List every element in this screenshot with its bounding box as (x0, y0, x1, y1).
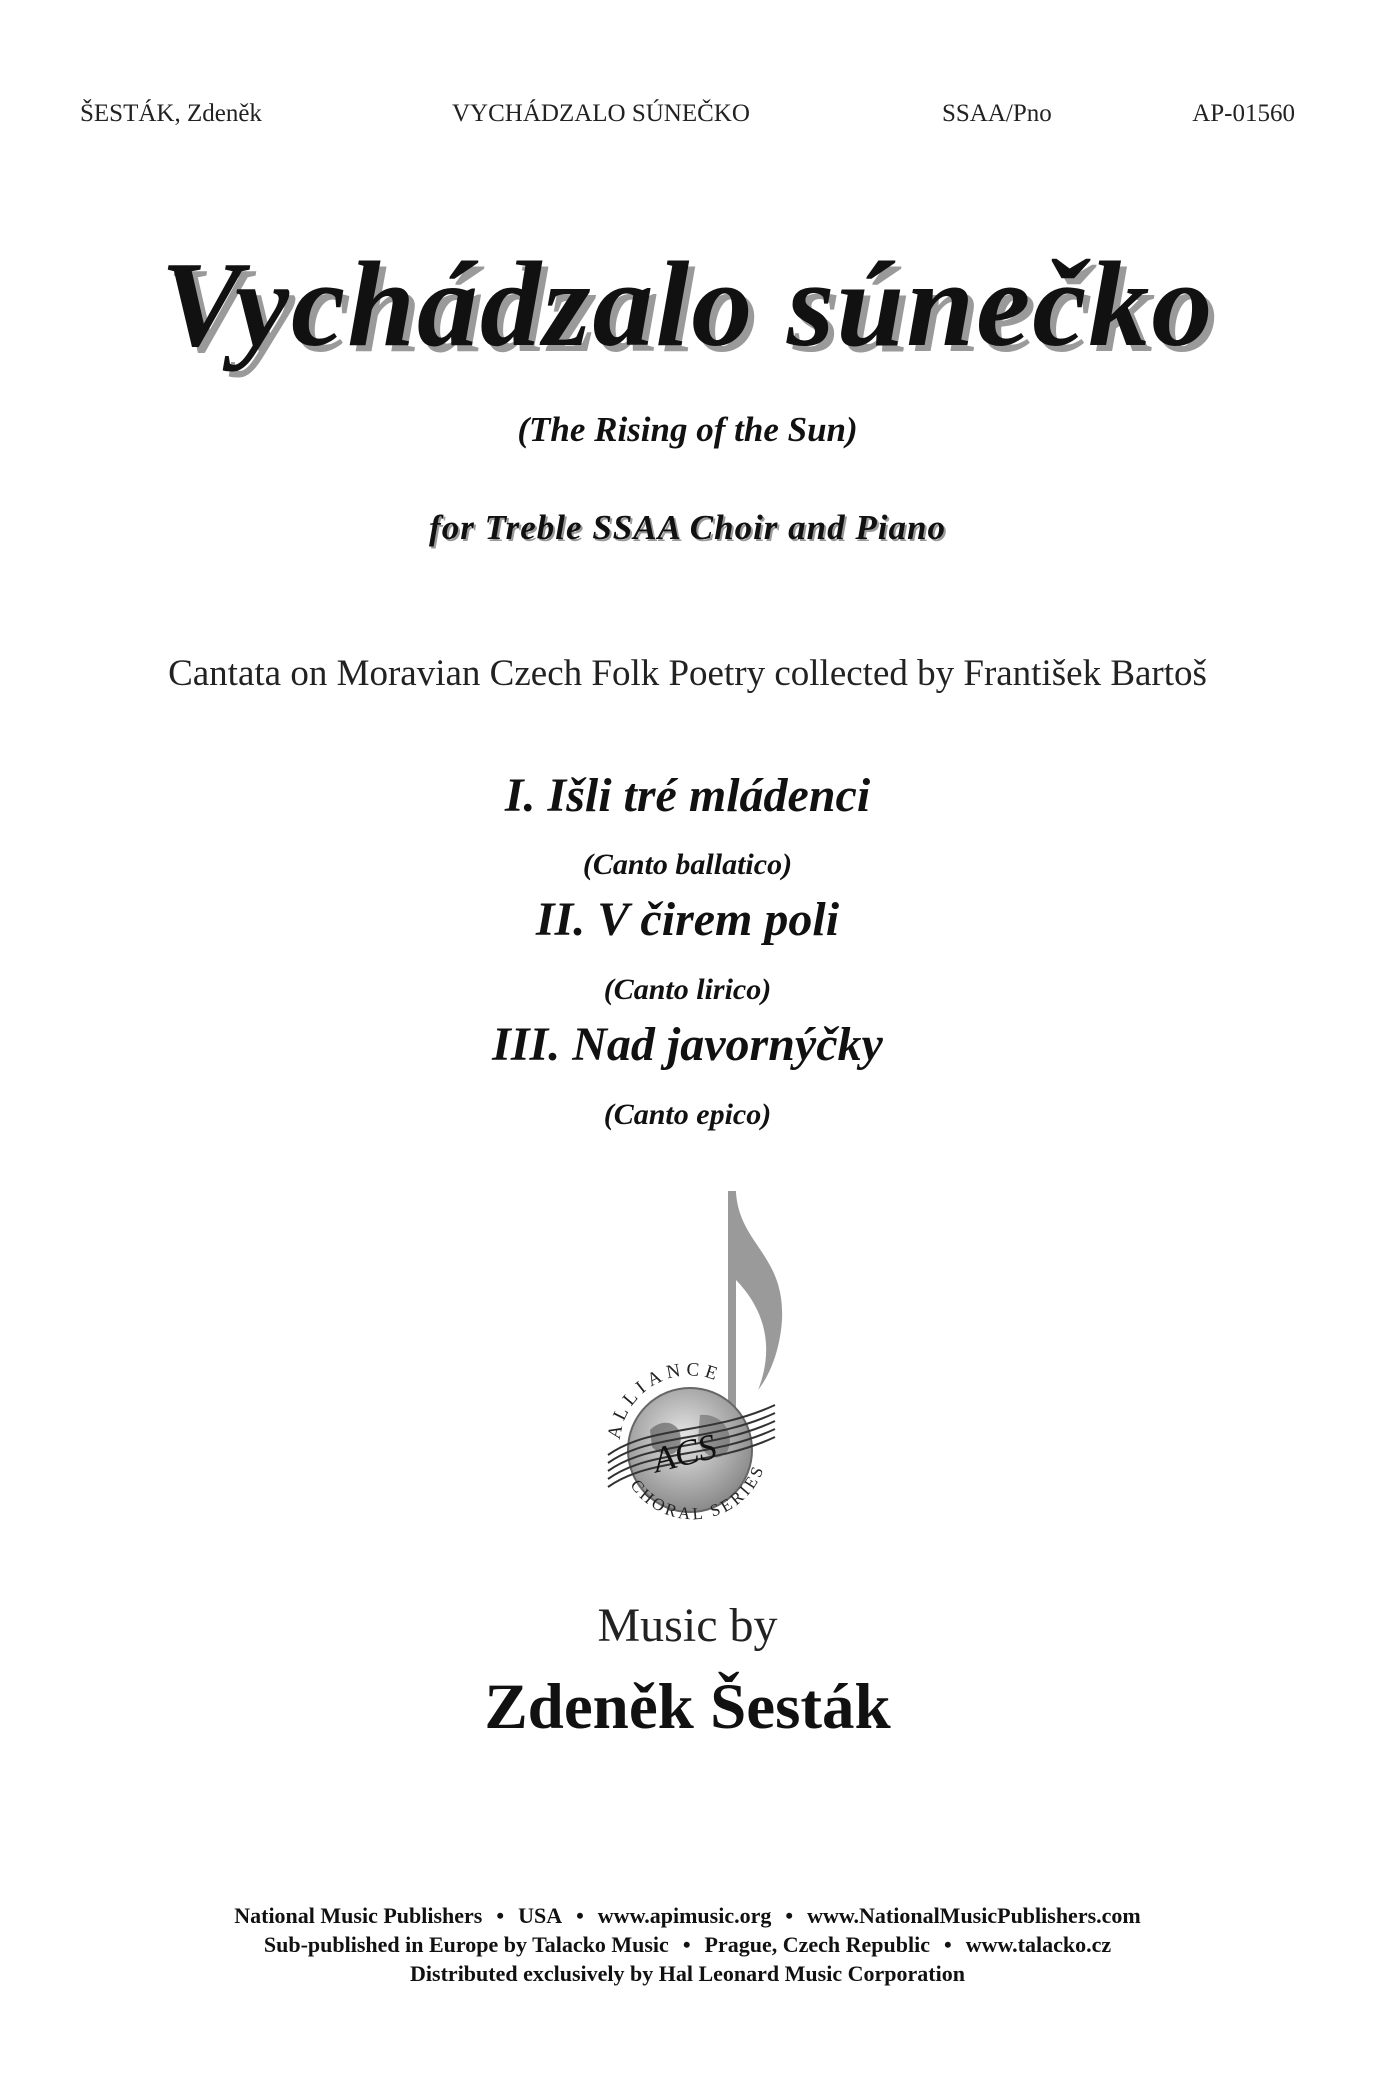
movement-3-title: III. Nad javornýčky (492, 1018, 883, 1071)
publisher-link-nmp[interactable]: www.NationalMusicPublishers.com (807, 1903, 1141, 1928)
movement-2-subtitle: (Canto lirico) (603, 973, 772, 1006)
subtitle: (The Rising of the Sun) (517, 410, 858, 449)
publisher-country: USA (518, 1903, 563, 1928)
cantata-description: Cantata on Moravian Czech Folk Poetry collected by František Bartoš (168, 653, 1207, 694)
movement-3-subtitle: (Canto epico) (603, 1098, 772, 1131)
composer-name: Zdeněk Šesták (484, 1671, 891, 1743)
main-title: Vychádzalo súnečko (160, 237, 1215, 372)
footer-line-2 (0, 1932, 1375, 1958)
logo-bottom-text: CHORAL SERIES (626, 1461, 769, 1524)
separator: • (682, 1932, 691, 1957)
publisher-link-apimusic[interactable]: www.apimusic.org (597, 1903, 772, 1928)
header-catalog-number: AP-01560 (1192, 100, 1295, 127)
logo-center-text: ACS (648, 1425, 721, 1481)
header-composer: ŠESTÁK, Zdeněk (80, 100, 262, 127)
music-by-label: Music by (597, 1599, 778, 1652)
separator: • (785, 1903, 794, 1928)
scoring-line: for Treble SSAA Choir and Piano (429, 508, 946, 547)
header-voicing: SSAA/Pno (942, 100, 1052, 127)
subpublisher-link[interactable]: www.talacko.cz (965, 1932, 1112, 1957)
separator: • (576, 1903, 584, 1928)
header-title: VYCHÁDZALO SÚNEČKO (452, 100, 750, 127)
separator: • (943, 1932, 952, 1957)
movement-1-title: I. Išli tré mládenci (504, 769, 871, 822)
movement-2-title: II. V čirem poli (535, 893, 840, 946)
footer-line-1 (0, 1903, 1375, 1929)
alliance-choral-series-logo (590, 1185, 800, 1555)
footer-line-3: Distributed exclusively by Hal Leonard Music Corporation (410, 1961, 965, 1986)
logo-top-text: ALLIANCE (603, 1359, 725, 1441)
subpublisher-text: Sub-published in Europe by Talacko Music (263, 1932, 669, 1957)
separator: • (496, 1903, 505, 1928)
publisher-name: National Music Publishers (234, 1903, 483, 1928)
page-header (80, 100, 1295, 140)
subpublisher-location: Prague, Czech Republic (704, 1932, 930, 1957)
movement-1-subtitle: (Canto ballatico) (582, 848, 793, 881)
